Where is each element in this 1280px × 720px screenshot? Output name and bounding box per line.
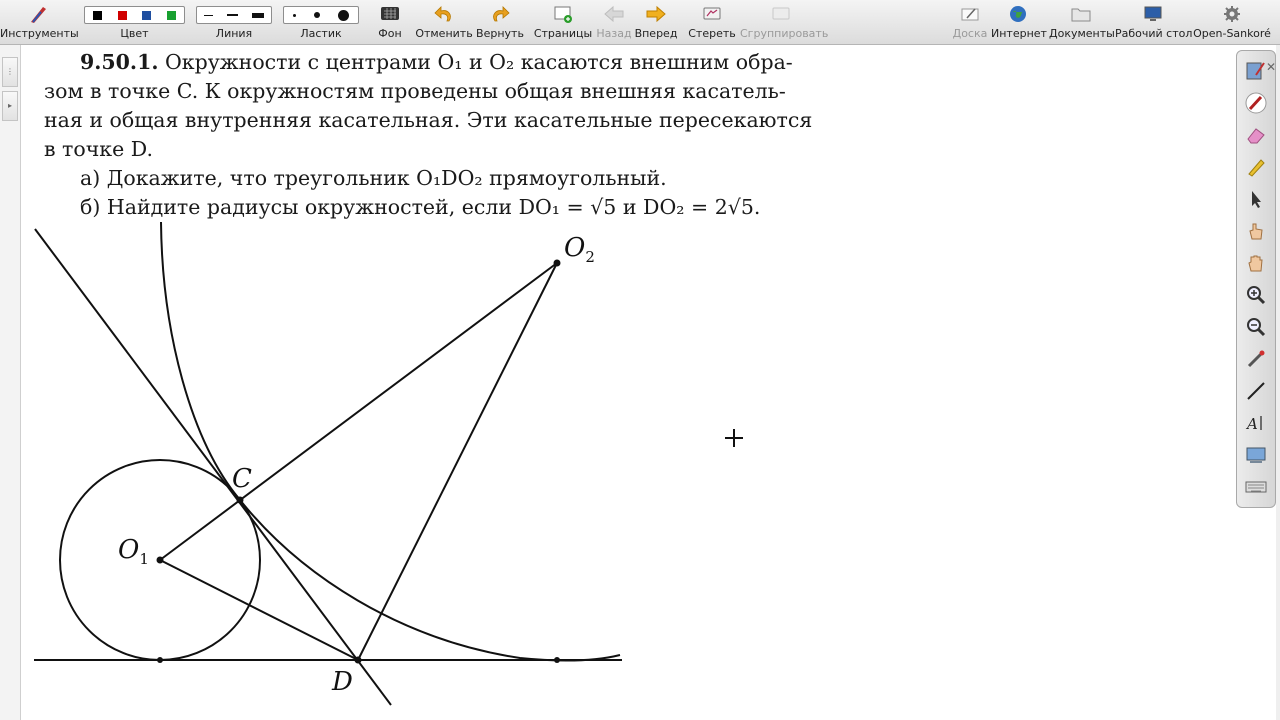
- tool-line[interactable]: [1244, 379, 1268, 403]
- text-tool-icon: [1244, 411, 1268, 435]
- line-tool-icon: [1244, 379, 1268, 403]
- tool-laser[interactable]: [1244, 347, 1268, 371]
- tool-interact[interactable]: [1244, 219, 1268, 243]
- keyboard-icon: [1244, 475, 1268, 499]
- background-label: Фон: [378, 27, 402, 40]
- zoom-out-icon: [1244, 315, 1268, 339]
- label-o2: $O_2$: [564, 233, 595, 266]
- laser-pointer-icon: [1244, 347, 1268, 371]
- point-d: [355, 657, 362, 664]
- internet-label: Интернет: [991, 27, 1047, 40]
- hand-icon: [1244, 251, 1268, 275]
- tool-stylus-palette[interactable]: [1244, 59, 1268, 83]
- palette-icon: [1244, 59, 1268, 83]
- eraser-label: Ластик: [300, 27, 342, 40]
- line-label: Линия: [215, 27, 253, 40]
- problem-number: 9.50.1.: [80, 50, 159, 74]
- forward-label: Вперед: [634, 27, 678, 40]
- tool-text[interactable]: [1244, 411, 1268, 435]
- point-c: [237, 497, 244, 504]
- label-o1: $O_1$: [118, 535, 149, 568]
- pen-icon: [1244, 91, 1268, 115]
- arrow-pointer-icon: [1244, 187, 1268, 211]
- marker-icon: [1244, 155, 1268, 179]
- screen-capture-icon: [1244, 443, 1268, 467]
- color-label: Цвет: [120, 27, 149, 40]
- board-label: Доска: [952, 27, 988, 40]
- redo-label: Вернуть: [476, 27, 524, 40]
- svg-text:A: A: [1247, 415, 1258, 433]
- tool-hand[interactable]: [1244, 251, 1268, 275]
- right-tool-panel: [1236, 50, 1276, 508]
- tool-keyboard[interactable]: [1244, 475, 1268, 499]
- internal-tangent-line: [35, 229, 391, 705]
- problem-part-a: а) Докажите, что треугольник O₁DO₂ прямоугольный.: [80, 166, 667, 190]
- tools-label: Инструменты: [0, 27, 79, 40]
- desktop-label: Рабочий стол: [1115, 27, 1193, 40]
- point-o1: [157, 557, 164, 564]
- tool-select[interactable]: [1244, 187, 1268, 211]
- tool-pen[interactable]: [1244, 91, 1268, 115]
- problem-line-4: в точке D.: [44, 137, 153, 161]
- left-panel-toggle[interactable]: ⋮: [2, 57, 18, 87]
- tool-zoom-in[interactable]: [1244, 283, 1268, 307]
- tool-capture[interactable]: [1244, 443, 1268, 467]
- label-d: D: [332, 667, 353, 697]
- segment-d-o2: [358, 263, 557, 660]
- label-c: C: [232, 464, 252, 494]
- tool-zoom-out[interactable]: [1244, 315, 1268, 339]
- undo-label: Отменить: [415, 27, 473, 40]
- left-panel-tools-toggle[interactable]: ▸: [2, 91, 18, 121]
- point-o2: [554, 260, 561, 267]
- pointing-hand-icon: [1244, 219, 1268, 243]
- tangent-point-circle-1: [157, 657, 163, 663]
- tool-marker[interactable]: [1244, 155, 1268, 179]
- problem-line-2: зом в точке C. К окружностям проведены общая внешняя касатель-: [44, 79, 786, 103]
- problem-part-b: б) Найдите радиусы окружностей, если DO₁ = √5 и DO₂ = 2√5.: [80, 195, 761, 219]
- erase-label: Стереть: [688, 27, 736, 40]
- problem-line-3: ная и общая внутренняя касательная. Эти касательные пересекаются: [44, 108, 813, 132]
- segment-o1-o2: [160, 263, 557, 560]
- group-label: Сгруппировать: [740, 27, 829, 40]
- open-sankore-label: Open-Sankoré: [1193, 27, 1271, 40]
- pages-label: Страницы: [533, 27, 593, 40]
- right-panel-collapse-icon[interactable]: ✕: [1266, 60, 1277, 74]
- problem-line-1-text: Окружности с центрами O₁ и O₂ касаются внешним обра-: [165, 50, 793, 74]
- back-label: Назад: [596, 27, 632, 40]
- right-scrollbar[interactable]: [1276, 45, 1280, 720]
- zoom-in-icon: [1244, 283, 1268, 307]
- documents-label: Документы: [1049, 27, 1115, 40]
- crosshair-cursor-icon: [724, 428, 744, 448]
- tangent-point-circle-2: [554, 657, 560, 663]
- tool-eraser[interactable]: [1244, 123, 1268, 147]
- eraser-icon: [1244, 123, 1268, 147]
